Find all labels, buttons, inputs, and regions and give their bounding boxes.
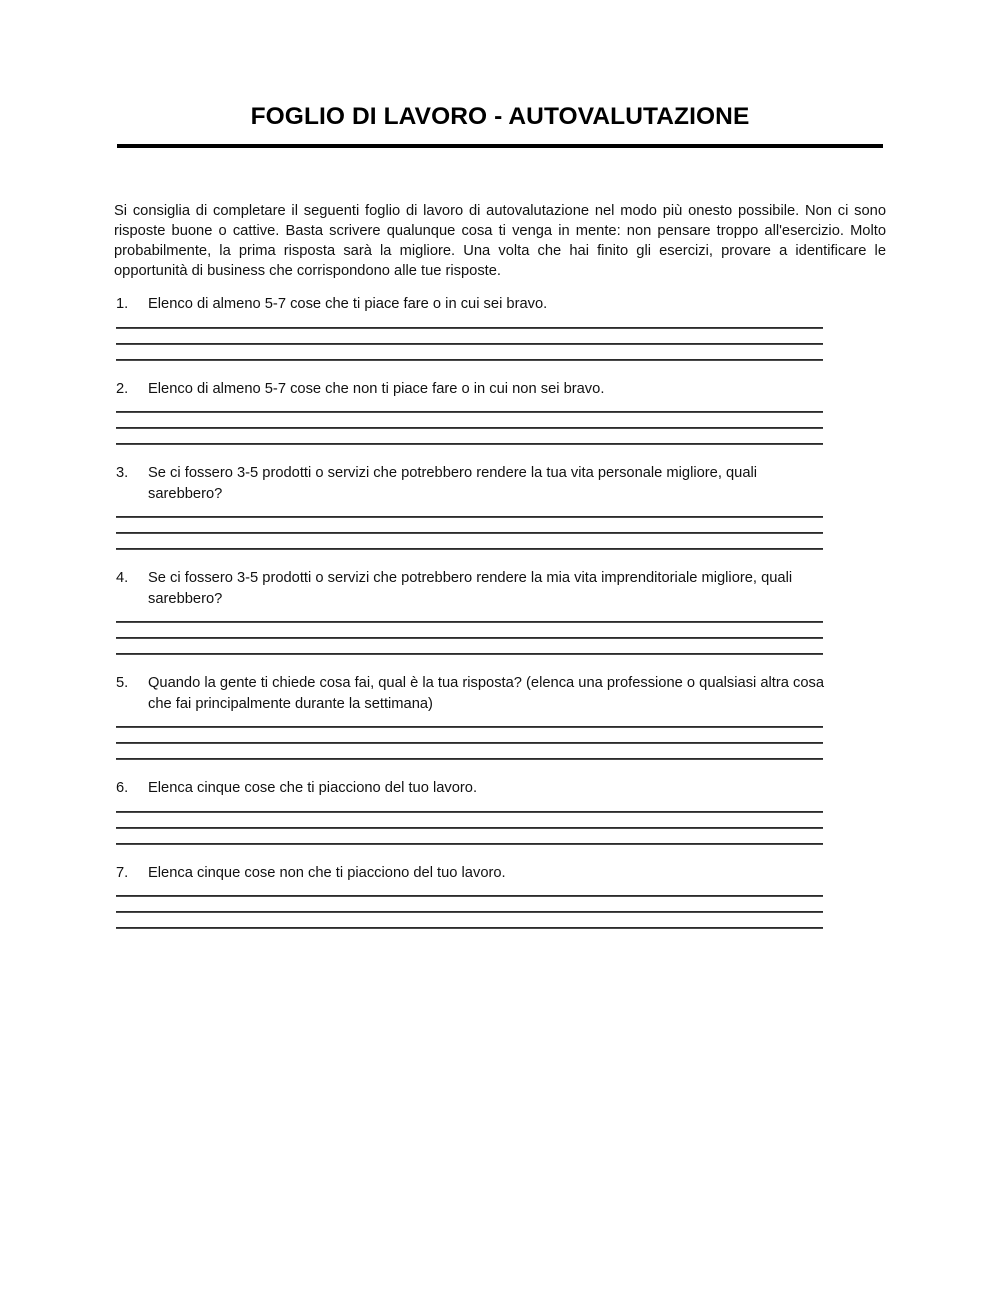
answer-line[interactable] xyxy=(116,516,823,518)
intro-paragraph: Si consiglia di completare il seguenti foglio di lavoro di autovalutazione nel modo più onesto possibile. Non ci sono risposte buone o cattive. Basta scrivere qualunque cosa ti venga in mente: non pensare troppo all'esercizio. Molto probabilmente, la prima risposta sarà la migliore. Una volta che hai finito gli esercizi, provare a identificare le opportunità di business che corrispondono alle tue risposte. xyxy=(114,202,886,280)
question-item xyxy=(116,463,884,550)
question-text: Elenco di almeno 5-7 cose che ti piace fare o in cui sei bravo. xyxy=(148,296,548,312)
question-item xyxy=(116,778,884,845)
question-text: Elenca cinque cose che ti piacciono del tuo lavoro. xyxy=(148,780,478,796)
question-heading xyxy=(116,379,826,400)
question-item xyxy=(116,379,884,446)
answer-lines-group xyxy=(116,726,884,760)
question-number: 1. xyxy=(116,296,129,312)
answer-line[interactable] xyxy=(116,637,823,639)
answer-line[interactable] xyxy=(116,359,823,361)
answer-line[interactable] xyxy=(116,621,823,623)
question-number: 7. xyxy=(116,864,129,881)
question-number: 4. xyxy=(116,570,129,586)
question-item xyxy=(116,568,884,655)
answer-lines-group xyxy=(116,895,884,929)
answer-line[interactable] xyxy=(116,411,823,413)
question-list xyxy=(116,294,884,929)
question-text: Quando la gente ti chiede cosa fai, qual è la tua risposta? (elenca una professione o qualsiasi altra cosa che fai principalmente durante la settimana) xyxy=(148,675,825,712)
answer-line[interactable] xyxy=(116,895,823,897)
answer-line[interactable] xyxy=(116,758,823,760)
question-number: 3. xyxy=(116,465,129,481)
question-number: 5. xyxy=(116,675,129,691)
question-heading xyxy=(116,568,826,609)
question-item xyxy=(116,673,884,760)
page-title: FOGLIO DI LAVORO - AUTOVALUTAZIONE xyxy=(250,103,750,130)
question-item xyxy=(116,294,884,361)
question-text: Elenca cinque cose non che ti piacciono del tuo lavoro. xyxy=(148,864,506,881)
title-divider xyxy=(117,144,883,148)
answer-line[interactable] xyxy=(116,443,823,445)
question-text: Elenco di almeno 5-7 cose che non ti piace fare o in cui non sei bravo. xyxy=(148,380,605,397)
title-block xyxy=(117,103,883,148)
answer-line[interactable] xyxy=(116,843,823,845)
answer-lines-group xyxy=(116,327,884,361)
answer-line[interactable] xyxy=(116,427,823,429)
question-heading xyxy=(116,463,826,504)
answer-line[interactable] xyxy=(116,548,823,550)
question-text: Se ci fossero 3-5 prodotti o servizi che potrebbero rendere la mia vita imprenditoriale migliore, quali sarebbero? xyxy=(148,570,793,607)
answer-line[interactable] xyxy=(116,911,823,913)
question-heading xyxy=(116,673,826,714)
answer-line[interactable] xyxy=(116,327,823,329)
question-heading xyxy=(116,294,826,315)
answer-line[interactable] xyxy=(116,653,823,655)
answer-line[interactable] xyxy=(116,532,823,534)
answer-lines-group xyxy=(116,411,884,445)
answer-lines-group xyxy=(116,516,884,550)
answer-line[interactable] xyxy=(116,726,823,728)
answer-lines-group xyxy=(116,621,884,655)
question-heading xyxy=(116,863,826,884)
answer-line[interactable] xyxy=(116,742,823,744)
answer-lines-group xyxy=(116,811,884,845)
question-item xyxy=(116,863,884,930)
answer-line[interactable] xyxy=(116,811,823,813)
question-number: 6. xyxy=(116,780,129,796)
answer-line[interactable] xyxy=(116,343,823,345)
question-text: Se ci fossero 3-5 prodotti o servizi che potrebbero rendere la tua vita personale migliore, quali sarebbero? xyxy=(148,465,758,502)
question-heading xyxy=(116,778,826,799)
answer-line[interactable] xyxy=(116,827,823,829)
answer-line[interactable] xyxy=(116,927,823,929)
question-number: 2. xyxy=(116,380,129,397)
